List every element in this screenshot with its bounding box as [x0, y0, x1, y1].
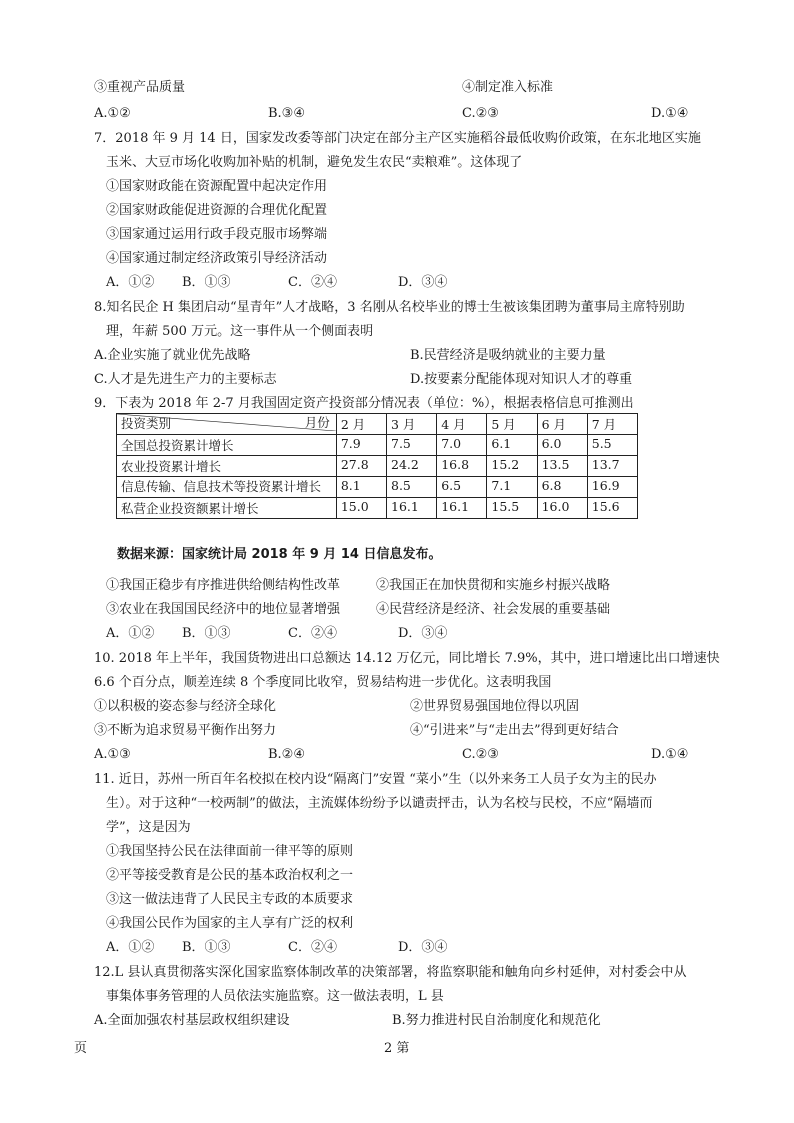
q11-choice-d: D．③④ — [398, 940, 448, 955]
q9-item-2: ②我国正在加快贯彻和实施乡村振兴战略 — [376, 578, 611, 593]
q10-stem-line-2: 6.6 个百分点，顺差连续 8 个季度同比收窄，贸易结构进一步优化。这表明我国 — [94, 675, 552, 690]
table-corner-cell — [117, 414, 337, 435]
table-cell: 16.8 — [437, 456, 487, 477]
table-cell: 16.1 — [437, 498, 487, 519]
month-header: 6 月 — [537, 414, 587, 435]
q8-choice-b: B.民营经济是吸纳就业的主要力量 — [410, 348, 606, 363]
q10-item-3: ③不断为追求贸易平衡作出努力 — [94, 723, 277, 738]
q9-stem: 9．下表为 2018 年 2-7 月我国固定资产投资部分情况表（单位：%），根据表格信息可推测出 — [94, 396, 634, 411]
q10-item-1: ①以积极的姿态参与经济全球化 — [94, 699, 277, 714]
table-cell: 16.9 — [587, 477, 637, 498]
table-cell: 6.8 — [537, 477, 587, 498]
table-cell: 27.8 — [336, 456, 386, 477]
table-cell: 24.2 — [387, 456, 437, 477]
q10-choice-c: C.②③ — [462, 747, 499, 762]
q6-option-3: ③重视产品质量 — [94, 80, 186, 95]
q11-choice-c: C．②④ — [288, 940, 337, 955]
q10-item-2: ②世界贸易强国地位得以巩固 — [410, 699, 580, 714]
row-label: 私营企业投资额累计增长 — [117, 498, 337, 519]
q10-choice-a: A.①③ — [94, 747, 131, 762]
table-cell: 8.5 — [387, 477, 437, 498]
q6-choice-b: B.③④ — [268, 106, 305, 121]
q11-stem-line-2: 生）。对于这种“一校两制”的做法，主流媒体纷纷予以谴责抨击，认为名校与民校，不应“隔墙而 — [106, 796, 653, 811]
q8-choice-c: C.人才是先进生产力的主要标志 — [94, 372, 277, 387]
row-label: 全国总投资累计增长 — [117, 435, 337, 456]
q11-item-1: ①我国坚持公民在法律面前一律平等的原则 — [106, 844, 354, 859]
q12-stem-line-1: 12.L 县认真贯彻落实深化国家监察体制改革的决策部署，将监察职能和触角向乡村延伸，对村委会中从 — [94, 965, 687, 980]
table-cell: 15.2 — [487, 456, 537, 477]
q11-stem-line-3: 学”，这是因为 — [106, 820, 191, 835]
q9-choice-a: A．①② — [106, 626, 155, 641]
table-row — [117, 435, 638, 456]
q8-stem-line-2: 理，年薪 500 万元。这一事件从一个侧面表明 — [106, 324, 374, 339]
table-cell: 6.0 — [537, 435, 587, 456]
table-cell: 7.0 — [437, 435, 487, 456]
q11-item-3: ③这一做法违背了人民民主专政的本质要求 — [106, 892, 354, 907]
q12-stem-line-2: 事集体事务管理的人员依法实施监察。这一做法表明，L 县 — [106, 989, 444, 1004]
month-header: 7 月 — [587, 414, 637, 435]
month-header: 5 月 — [487, 414, 537, 435]
q10-choice-d: D.①④ — [651, 747, 689, 762]
month-header: 4 月 — [437, 414, 487, 435]
table-cell: 15.6 — [587, 498, 637, 519]
q9-item-4: ④民营经济是经济、社会发展的重要基础 — [376, 602, 611, 617]
table-cell: 15.0 — [336, 498, 386, 519]
table-row — [117, 477, 638, 498]
q9-choice-c: C．②④ — [288, 626, 337, 641]
month-header: 3 月 — [387, 414, 437, 435]
q11-stem-line-1: 11. 近日，苏州一所百年名校拟在校内设“隔离门”安置 “菜小”生（以外来务工人员子女为主的民办 — [94, 772, 657, 787]
footer-page-label: 页 — [74, 1041, 88, 1056]
q7-item-1: ①国家财政能在资源配置中起决定作用 — [106, 179, 328, 194]
table-cell: 13.7 — [587, 456, 637, 477]
corner-label-category: 投资类别 — [121, 416, 172, 431]
q6-choice-d: D.①④ — [651, 106, 689, 121]
q7-item-4: ④国家通过制定经济政策引导经济活动 — [106, 251, 328, 266]
q7-choice-c: C．②④ — [288, 275, 337, 290]
table-cell: 5.5 — [587, 435, 637, 456]
table-cell: 8.1 — [336, 477, 386, 498]
table-cell: 13.5 — [537, 456, 587, 477]
q6-choice-a: A.①② — [94, 106, 131, 121]
investment-table — [116, 413, 638, 519]
footer-page-number: 2 第 — [384, 1041, 410, 1056]
table-cell: 6.5 — [437, 477, 487, 498]
table-cell: 15.5 — [487, 498, 537, 519]
q9-choice-d: D．③④ — [398, 626, 448, 641]
q7-stem-line-2: 玉米、大豆市场化收购加补贴的机制，避免发生农民“卖粮难”。这体现了 — [106, 155, 523, 170]
data-source-note: 数据来源：国家统计局 2018 年 9 月 14 日信息发布。 — [117, 547, 442, 562]
q9-item-3: ③农业在我国国民经济中的地位显著增强 — [106, 602, 341, 617]
q8-stem-line-1: 8.知名民企 H 集团启动“星青年”人才战略，3 名刚从名校毕业的博士生被该集团聘为董事局主席特别助 — [94, 300, 685, 315]
q10-choice-b: B.②④ — [268, 747, 305, 762]
q11-choice-b: B．①③ — [182, 940, 231, 955]
table-row — [117, 498, 638, 519]
table-cell: 6.1 — [487, 435, 537, 456]
q7-stem-line-1: 7．2018 年 9 月 14 日，国家发改委等部门决定在部分主产区实施稻谷最低收购价政策，在东北地区实施 — [94, 131, 701, 146]
q8-choice-d: D.按要素分配能体现对知识人才的尊重 — [410, 372, 633, 387]
q7-choice-d: D．③④ — [398, 275, 448, 290]
q10-item-4: ④“引进来”与“走出去”得到更好结合 — [410, 723, 619, 738]
q7-choice-b: B．①③ — [182, 275, 231, 290]
table-cell: 16.1 — [387, 498, 437, 519]
q9-item-1: ①我国正稳步有序推进供给侧结构性改革 — [106, 578, 341, 593]
corner-label-month: 月份 — [304, 415, 330, 430]
q6-choice-c: C.②③ — [462, 106, 499, 121]
q7-item-2: ②国家财政能促进资源的合理优化配置 — [106, 203, 328, 218]
table-cell: 16.0 — [537, 498, 587, 519]
q11-choice-a: A．①② — [106, 940, 155, 955]
q8-choice-a: A.企业实施了就业优先战略 — [94, 348, 251, 363]
q9-choice-b: B．①③ — [182, 626, 231, 641]
table-cell: 7.1 — [487, 477, 537, 498]
q7-choice-a: A．①② — [106, 275, 155, 290]
q12-choice-b: B.努力推进村民自治制度化和规范化 — [392, 1013, 601, 1028]
q10-stem-line-1: 10. 2018 年上半年，我国货物进出口总额达 14.12 万亿元，同比增长 7.9%，其中，进口增速比出口增速快 — [94, 651, 720, 666]
table-row — [117, 456, 638, 477]
q12-choice-a: A.全面加强农村基层政权组织建设 — [94, 1013, 290, 1028]
month-header: 2 月 — [336, 414, 386, 435]
q11-item-2: ②平等接受教育是公民的基本政治权利之一 — [106, 868, 354, 883]
q7-item-3: ③国家通过运用行政手段克服市场弊端 — [106, 227, 328, 242]
row-label: 信息传输、信息技术等投资累计增长 — [117, 477, 337, 498]
row-label: 农业投资累计增长 — [117, 456, 337, 477]
table-header-row — [117, 414, 638, 435]
table-cell: 7.5 — [387, 435, 437, 456]
q11-item-4: ④我国公民作为国家的主人享有广泛的权利 — [106, 916, 354, 931]
table-cell: 7.9 — [336, 435, 386, 456]
q6-option-4: ④制定准入标准 — [462, 80, 554, 95]
